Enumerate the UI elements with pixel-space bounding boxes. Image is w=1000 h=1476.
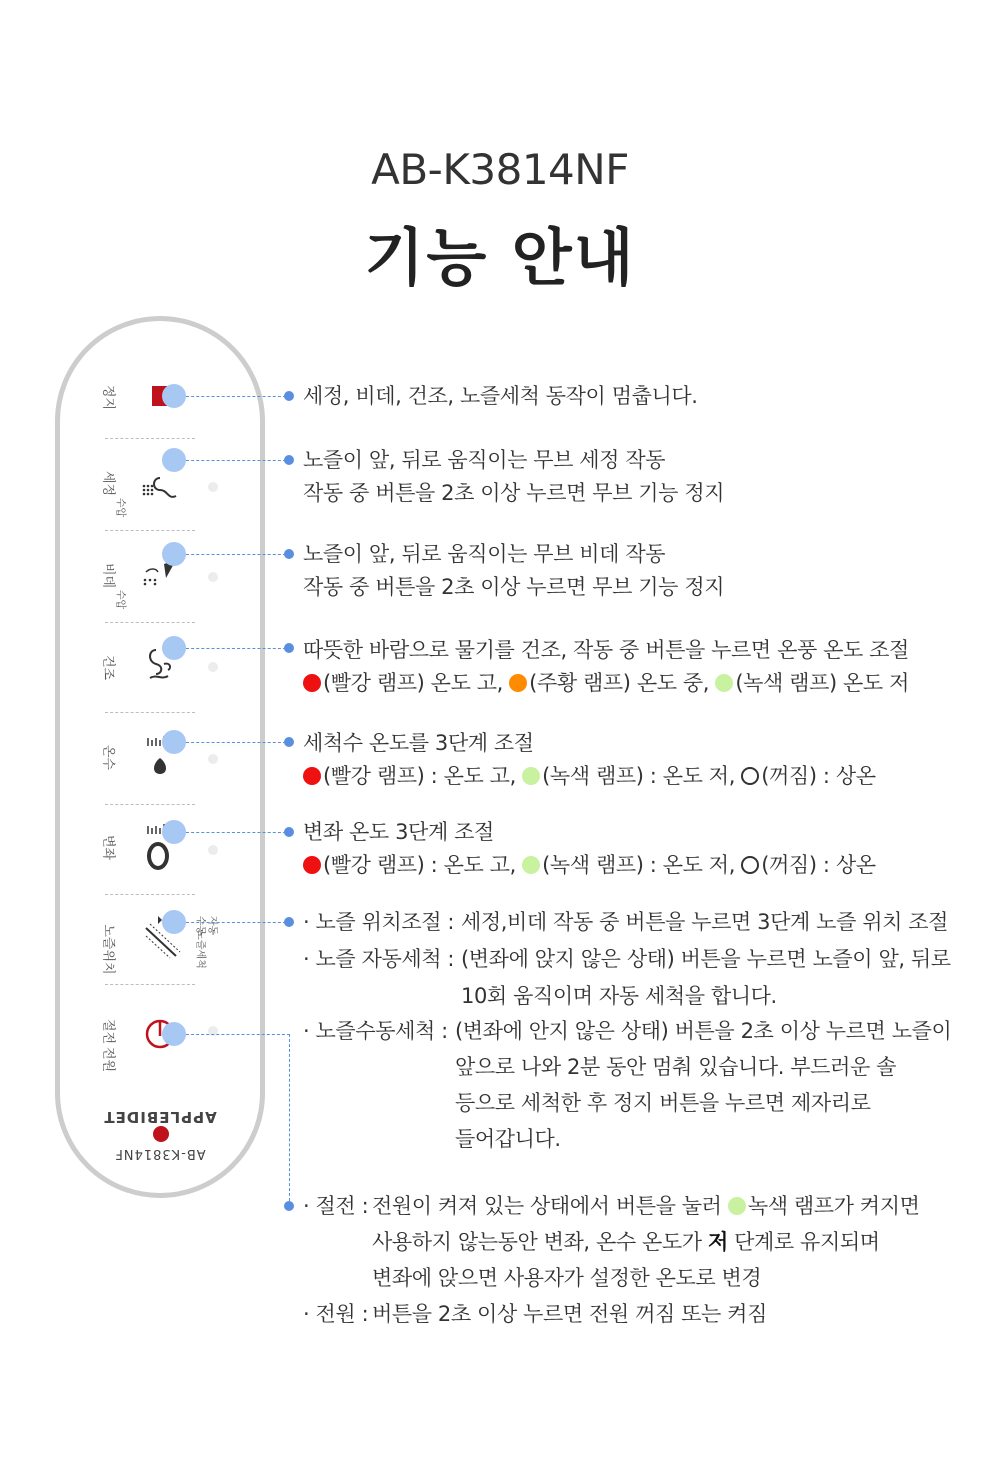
page-title: 기능 안내 xyxy=(364,221,636,294)
leader-line xyxy=(186,648,286,649)
nozzle-manual-label: · 노즐수동세척 : xyxy=(303,1019,448,1043)
bidet-button-marker[interactable] xyxy=(162,542,186,566)
dry-low-text: (녹색 램프) 온도 저 xyxy=(735,671,909,695)
green-lamp-icon xyxy=(728,1197,746,1215)
desc-bidet-2: 작동 중 버튼을 2초 이상 누르면 무브 기능 정지 xyxy=(303,575,725,599)
water-temp-button-marker[interactable] xyxy=(162,730,186,754)
seat-low-text: (녹색 램프) : 온도 저, xyxy=(542,853,742,877)
label-nozzle-auto: 자동 xyxy=(206,915,218,936)
leader-dot xyxy=(284,827,294,837)
label-wash: 세정 xyxy=(100,470,116,497)
nozzle-button-marker[interactable] xyxy=(162,910,186,934)
save-label: · 절전 : xyxy=(303,1194,369,1218)
seat-off-text: (꺼짐) : 상온 xyxy=(761,853,876,877)
seat-temp-button-marker[interactable] xyxy=(162,820,186,844)
nozzle-pos-label: · 노즐 위치조절 : xyxy=(303,910,455,934)
save-text-2a: 사용하지 않는동안 변좌, 온수 온도가 xyxy=(372,1230,708,1254)
label-stop: 정지 xyxy=(100,384,116,411)
save-text-1b: 녹색 램프가 켜지면 xyxy=(747,1194,920,1218)
label-nozzle-clean: 노즐세척 xyxy=(194,930,206,969)
desc-dry-1: 따뜻한 바람으로 물기를 건조, 작동 중 버튼을 누르면 온풍 온도 조절 xyxy=(303,638,909,662)
label-power-save: 절전 xyxy=(100,1018,116,1045)
label-bidet: 비데 xyxy=(100,562,116,589)
wash-button-marker[interactable] xyxy=(162,448,186,472)
orange-lamp-icon xyxy=(509,674,527,692)
red-lamp-icon xyxy=(303,767,321,785)
dry-led xyxy=(208,662,218,672)
power-button-marker[interactable] xyxy=(162,1022,186,1046)
dry-mid-text: (주황 램프) 온도 중, xyxy=(529,671,716,695)
desc-bidet-1: 노즐이 앞, 뒤로 움직이는 무브 비데 작동 xyxy=(303,542,666,566)
label-seat-temp: 변좌 xyxy=(100,834,116,861)
leader-line xyxy=(289,1034,290,1206)
power-text: 버튼을 2초 이상 누르면 전원 꺼짐 또는 켜짐 xyxy=(372,1302,767,1326)
label-water-temp: 온수 xyxy=(100,744,116,771)
desc-seat-1: 변좌 온도 3단계 조절 xyxy=(303,820,494,844)
label-nozzle-position: 노즐위치 xyxy=(100,924,116,975)
desc-seat-2 xyxy=(303,849,876,882)
green-lamp-icon xyxy=(522,767,540,785)
leader-line xyxy=(186,396,286,397)
nozzle-manual-text-3: 등으로 세척한 후 정지 버튼을 누르면 제자리로 xyxy=(455,1091,871,1115)
bidet-led xyxy=(208,572,218,582)
off-lamp-icon xyxy=(741,856,759,874)
leader-line xyxy=(186,554,286,555)
water-off-text: (꺼짐) : 상온 xyxy=(761,764,876,788)
nozzle-auto-label: · 노즐 자동세척 : xyxy=(303,947,455,971)
red-lamp-icon xyxy=(303,674,321,692)
divider xyxy=(105,894,195,895)
green-lamp-icon xyxy=(715,674,733,692)
green-lamp-icon xyxy=(522,856,540,874)
leader-dot xyxy=(284,917,294,927)
brand-name-text: APPLEBIDET xyxy=(103,1108,217,1126)
label-power: 전원 xyxy=(100,1046,116,1073)
leader-dot xyxy=(284,549,294,559)
water-low-text: (녹색 램프) : 온도 저, xyxy=(542,764,742,788)
desc-wash-1: 노즐이 앞, 뒤로 움직이는 무브 세정 작동 xyxy=(303,448,666,472)
save-text-2 xyxy=(372,1226,880,1259)
leader-dot xyxy=(284,737,294,747)
label-nozzle-manual: 수동 xyxy=(194,915,206,936)
model-name: AB-K3814NF xyxy=(371,145,629,194)
leader-line xyxy=(186,832,286,833)
water-temp-led xyxy=(208,754,218,764)
nozzle-manual-text-2: 앞으로 나와 2분 동안 멈춰 있습니다. 부드러운 솔 xyxy=(455,1055,896,1079)
power-label: · 전원 : xyxy=(303,1302,369,1326)
water-high-text: (빨강 램프) : 온도 고, xyxy=(323,764,523,788)
brand-model: AB-K3814NF xyxy=(114,1146,206,1161)
red-lamp-icon xyxy=(303,856,321,874)
leader-dot xyxy=(284,455,294,465)
stop-button-marker[interactable] xyxy=(162,384,186,408)
nozzle-manual-text-4: 들어갑니다. xyxy=(455,1127,561,1151)
leader-line xyxy=(186,922,286,923)
label-wash-pressure: 수압 xyxy=(114,497,126,518)
brand-name xyxy=(100,1108,220,1144)
apple-logo-icon xyxy=(154,1127,170,1143)
desc-water-1: 세척수 온도를 3단계 조절 xyxy=(303,731,534,755)
label-dry: 건조 xyxy=(100,654,116,681)
off-lamp-icon xyxy=(741,767,759,785)
brand-block xyxy=(100,1108,220,1161)
desc-water-2 xyxy=(303,760,876,793)
nozzle-auto-text-2: 10회 움직이며 자동 세척을 합니다. xyxy=(461,984,777,1008)
desc-stop: 세정, 비데, 건조, 노즐세척 동작이 멈춥니다. xyxy=(303,384,698,408)
seat-temp-led xyxy=(208,845,218,855)
dry-button-marker[interactable] xyxy=(162,636,186,660)
leader-line xyxy=(186,1034,290,1035)
nozzle-pos-text: 세정,비데 작동 중 버튼을 누르면 3단계 노즐 위치 조절 xyxy=(461,910,949,934)
nozzle-auto-text-1: (변좌에 앉지 않은 상태) 버튼을 누르면 노즐이 앞, 뒤로 xyxy=(461,947,951,971)
desc-wash-2: 작동 중 버튼을 2초 이상 누르면 무브 기능 정지 xyxy=(303,481,725,505)
nozzle-manual-text-1: (변좌에 안지 않은 상태) 버튼을 2초 이상 누르면 노즐이 xyxy=(455,1019,952,1043)
desc-dry-2 xyxy=(303,667,909,700)
leader-dot xyxy=(284,1201,294,1211)
save-text-3: 변좌에 앉으면 사용자가 설정한 온도로 변경 xyxy=(372,1266,762,1290)
save-text-2b: 단계로 유지되며 xyxy=(727,1230,880,1254)
label-bidet-pressure: 수압 xyxy=(114,589,126,610)
leader-line xyxy=(186,742,286,743)
save-text-1a: 전원이 켜져 있는 상태에서 버튼을 눌러 xyxy=(372,1194,728,1218)
seat-high-text: (빨강 램프) : 온도 고, xyxy=(323,853,523,877)
leader-line xyxy=(186,460,286,461)
wash-led xyxy=(208,482,218,492)
save-text-1 xyxy=(372,1190,919,1223)
save-text-2-bold: 저 xyxy=(707,1230,728,1254)
dry-high-text: (빨강 램프) 온도 고, xyxy=(323,671,510,695)
leader-dot xyxy=(284,391,294,401)
leader-dot xyxy=(284,643,294,653)
